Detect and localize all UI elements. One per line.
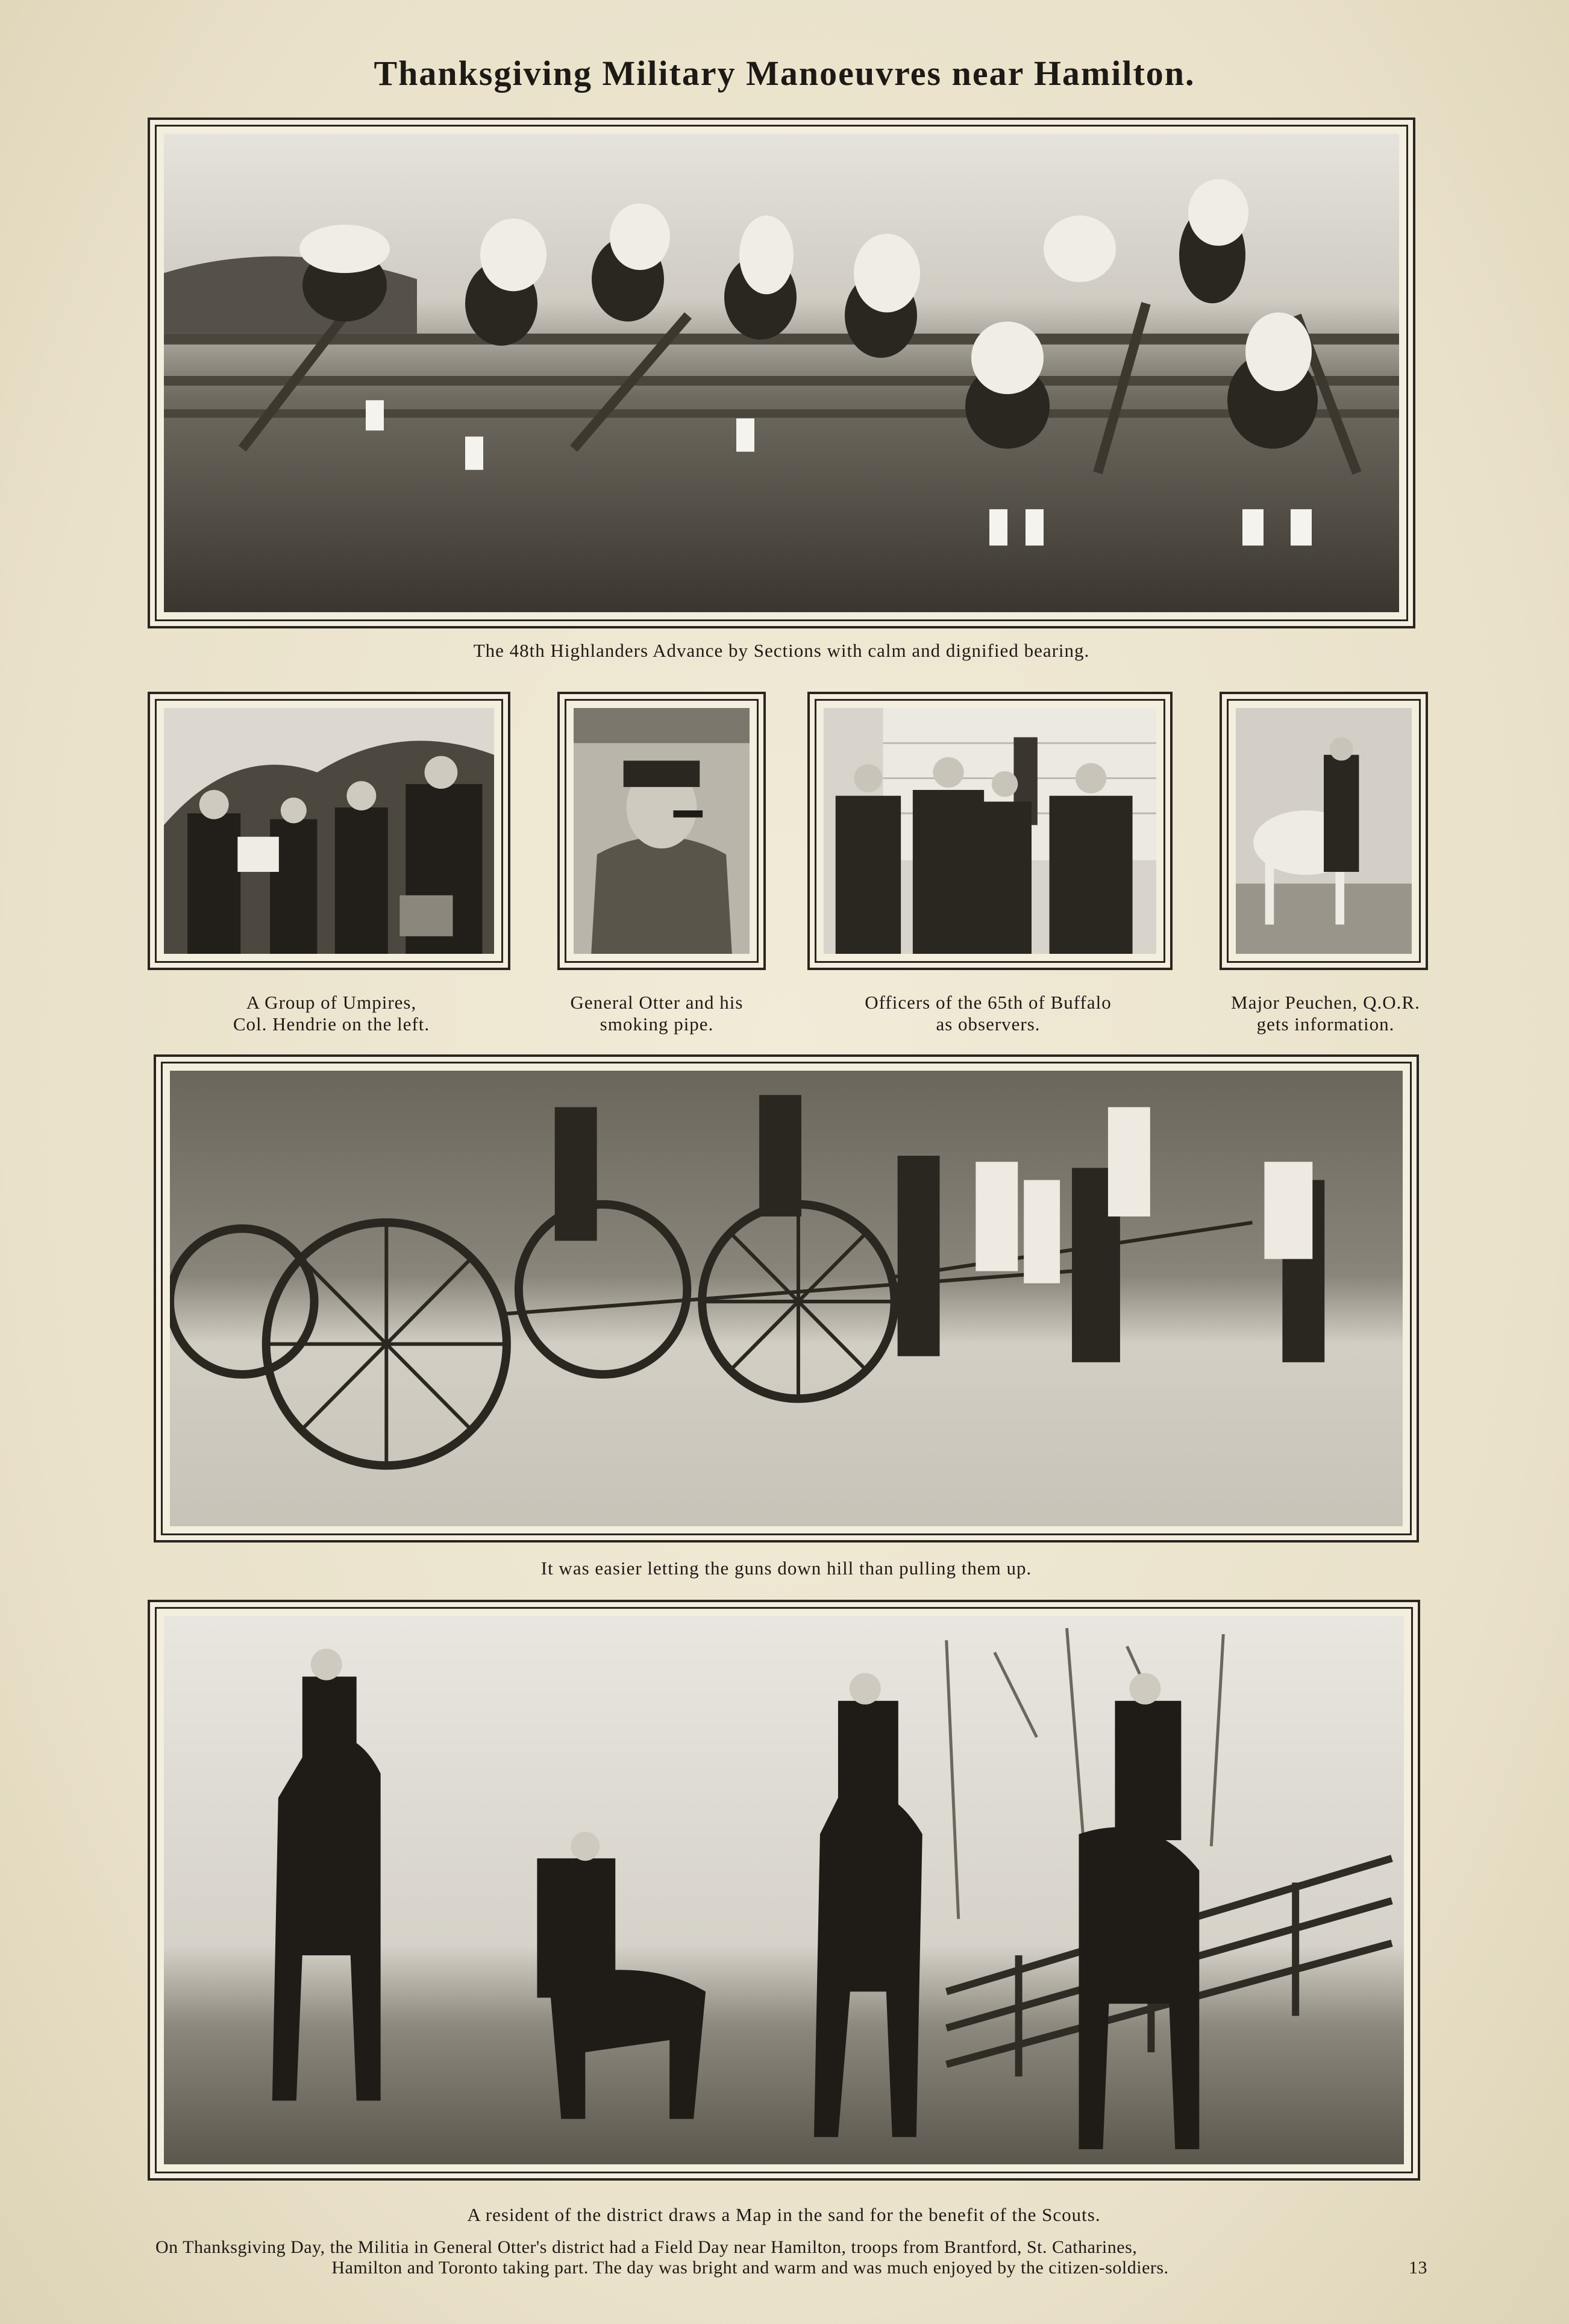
photo-major-peuchen [1236, 708, 1412, 954]
photo-frame-highlanders [148, 117, 1415, 628]
photo-frame-guns [154, 1054, 1419, 1543]
caption-peuchen-line2: gets information. [1256, 1013, 1395, 1035]
caption-highlanders: The 48th Highlanders Advance by Sections with calm and dignified bearing. [473, 640, 1090, 661]
footer-line1: On Thanksgiving Day, the Militia in General Otter's district had a Field Day near Hamilton, troops from Brantford, St. Catharines, [155, 2237, 1138, 2257]
caption-buffalo [813, 992, 1163, 1035]
caption-peuchen [1181, 992, 1470, 1035]
caption-peuchen-line1: Major Peuchen, Q.O.R. [1231, 992, 1420, 1013]
photo-frame-scouts [148, 1600, 1420, 2181]
caption-guns: It was easier letting the guns down hill than pulling them up. [540, 1558, 1032, 1579]
caption-umpires-line1: A Group of Umpires, [246, 992, 417, 1013]
photo-frame-buffalo [807, 692, 1173, 970]
caption-buffalo-line1: Officers of the 65th of Buffalo [865, 992, 1112, 1013]
photo-highlanders-crossing-fence [164, 134, 1399, 612]
caption-umpires-line2: Col. Hendrie on the left. [233, 1013, 430, 1035]
photo-frame-umpires [148, 692, 510, 970]
photo-frame-otter [557, 692, 766, 970]
photo-scouts-map-in-sand [164, 1616, 1404, 2164]
caption-umpires [169, 992, 494, 1035]
photo-guns-down-hill [170, 1071, 1403, 1526]
photo-frame-peuchen [1220, 692, 1428, 970]
page-number: 13 [1409, 2258, 1427, 2278]
caption-buffalo-line2: as observers. [936, 1013, 1041, 1035]
photo-general-otter [574, 708, 750, 954]
page-title: Thanksgiving Military Manoeuvres near Hamilton. [374, 54, 1195, 93]
caption-otter [494, 992, 819, 1035]
caption-otter-line2: smoking pipe. [600, 1013, 714, 1035]
caption-scouts: A resident of the district draws a Map in the sand for the benefit of the Scouts. [467, 2204, 1101, 2225]
photo-officers-65th-buffalo [824, 708, 1156, 954]
photo-group-of-umpires [164, 708, 494, 954]
footer-line2: Hamilton and Toronto taking part. The day was bright and warm and was much enjoyed by the citizen-soldiers. [331, 2258, 1169, 2278]
caption-otter-line1: General Otter and his [570, 992, 744, 1013]
